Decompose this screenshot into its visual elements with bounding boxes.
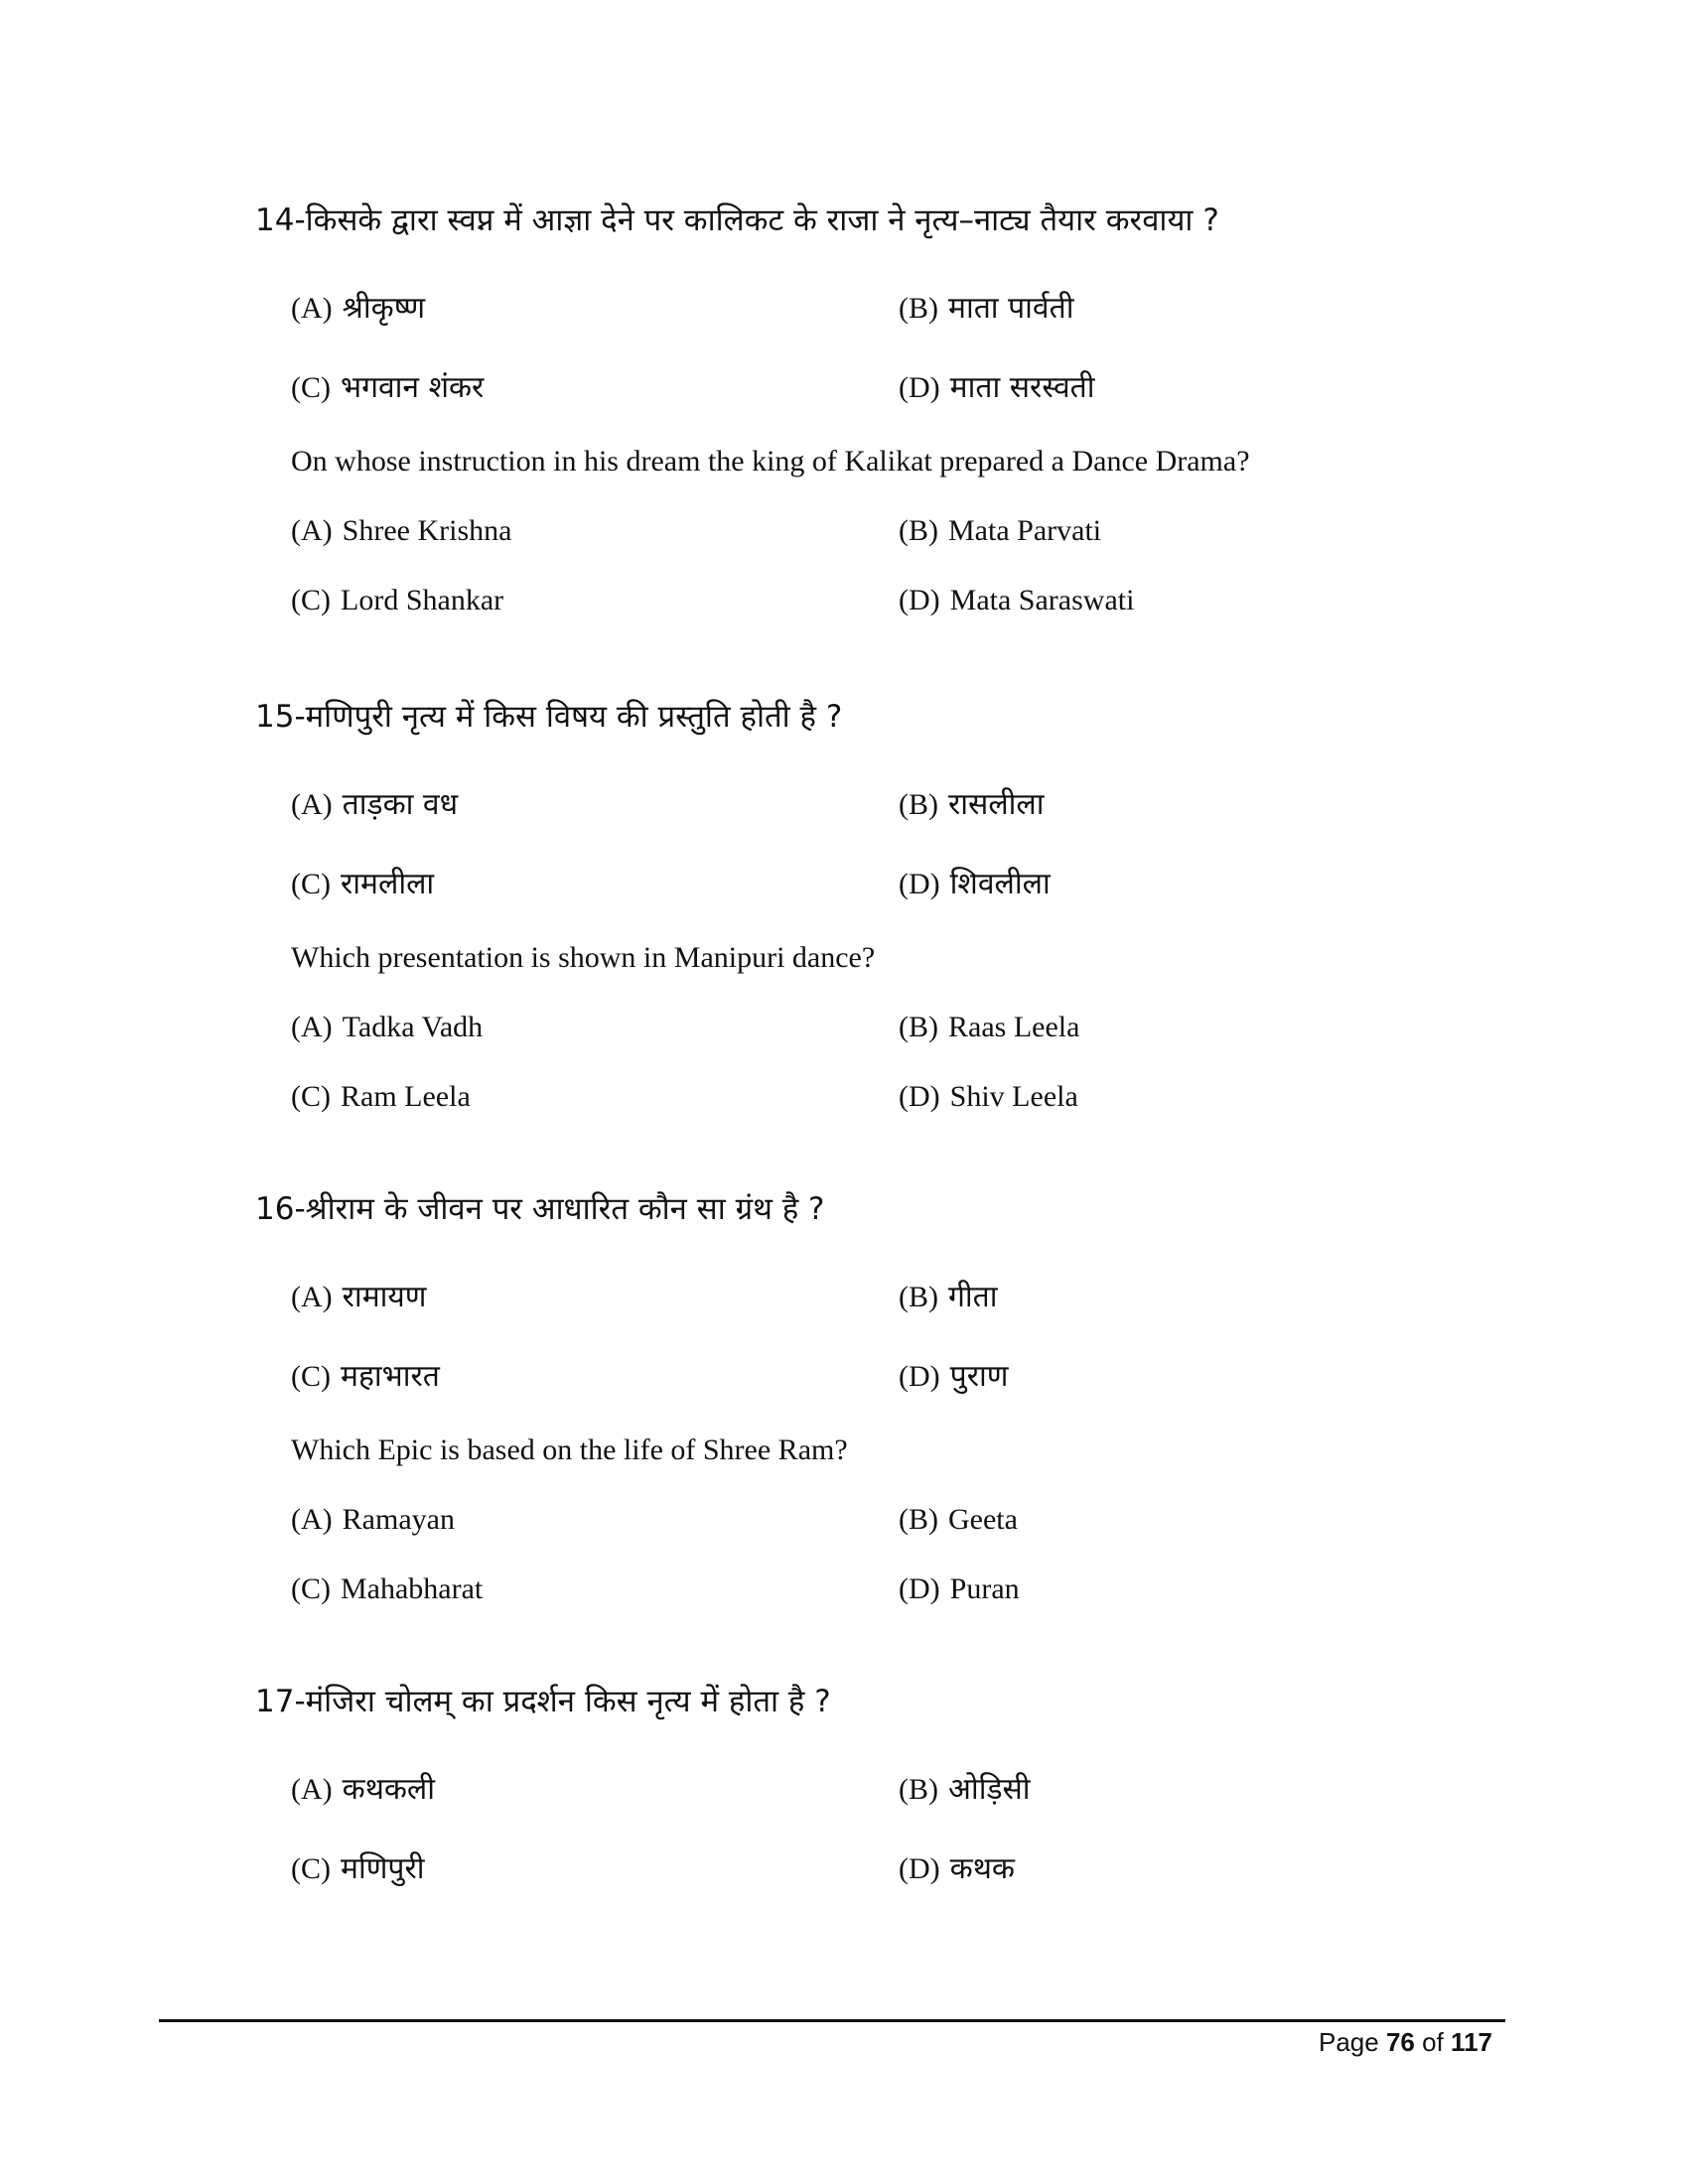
option-a-hindi: (A) श्रीकृष्ण: [291, 291, 426, 326]
question-english: Which Epic is based on the life of Shree Ram?: [291, 1433, 848, 1466]
option-c-hindi: (C) महाभारत: [291, 1359, 440, 1394]
question-hindi: 15-मणिपुरी नृत्य में किस विषय की प्रस्तुति होती है ?: [255, 699, 843, 735]
option-a-english: (A) Tadka Vadh: [291, 1011, 484, 1043]
option-d-hindi: (D) पुराण: [899, 1359, 1009, 1394]
option-d-english: (D) Shiv Leela: [899, 1080, 1078, 1113]
option-b-hindi: (B) ओड़िसी: [899, 1772, 1031, 1807]
option-a-english: (A) Shree Krishna: [291, 514, 512, 547]
question-hindi: 14-किसके द्वारा स्वप्न में आज्ञा देने पर कालिकट के राजा ने नृत्य–नाट्य तैयार करवाया ?: [255, 203, 1219, 238]
footer-divider: [159, 2019, 1505, 2022]
option-d-hindi: (D) माता सरस्वती: [899, 370, 1095, 405]
option-b-english: (B) Geeta: [899, 1503, 1018, 1536]
option-c-english: (C) Ram Leela: [291, 1080, 471, 1113]
question-hindi: 16-श्रीराम के जीवन पर आधारित कौन सा ग्रंथ है ?: [255, 1191, 825, 1227]
question-hindi: 17-मंजिरा चोलम् का प्रदर्शन किस नृत्य में होता है ?: [255, 1684, 831, 1719]
option-a-english: (A) Ramayan: [291, 1503, 455, 1536]
option-d-english: (D) Mata Saraswati: [899, 584, 1135, 616]
option-a-hindi: (A) ताड़का वध: [291, 787, 459, 822]
page-number: Page 76 of 117: [1319, 2027, 1492, 2057]
option-c-hindi: (C) मणिपुरी: [291, 1851, 425, 1886]
option-b-hindi: (B) गीता: [899, 1280, 998, 1314]
option-d-hindi: (D) कथक: [899, 1851, 1015, 1886]
option-d-hindi: (D) शिवलीला: [899, 867, 1051, 901]
option-b-english: (B) Raas Leela: [899, 1011, 1080, 1043]
option-c-english: (C) Lord Shankar: [291, 584, 504, 616]
option-a-hindi: (A) रामायण: [291, 1280, 427, 1314]
option-a-hindi: (A) कथकली: [291, 1772, 436, 1807]
option-d-english: (D) Puran: [899, 1572, 1020, 1605]
question-english: On whose instruction in his dream the king of Kalikat prepared a Dance Drama?: [291, 445, 1250, 478]
option-b-english: (B) Mata Parvati: [899, 514, 1102, 547]
option-c-hindi: (C) रामलीला: [291, 867, 435, 901]
option-c-hindi: (C) भगवान शंकर: [291, 370, 485, 405]
option-b-hindi: (B) माता पार्वती: [899, 291, 1074, 326]
question-english: Which presentation is shown in Manipuri dance?: [291, 941, 876, 974]
option-b-hindi: (B) रासलीला: [899, 787, 1045, 822]
option-c-english: (C) Mahabharat: [291, 1572, 484, 1605]
